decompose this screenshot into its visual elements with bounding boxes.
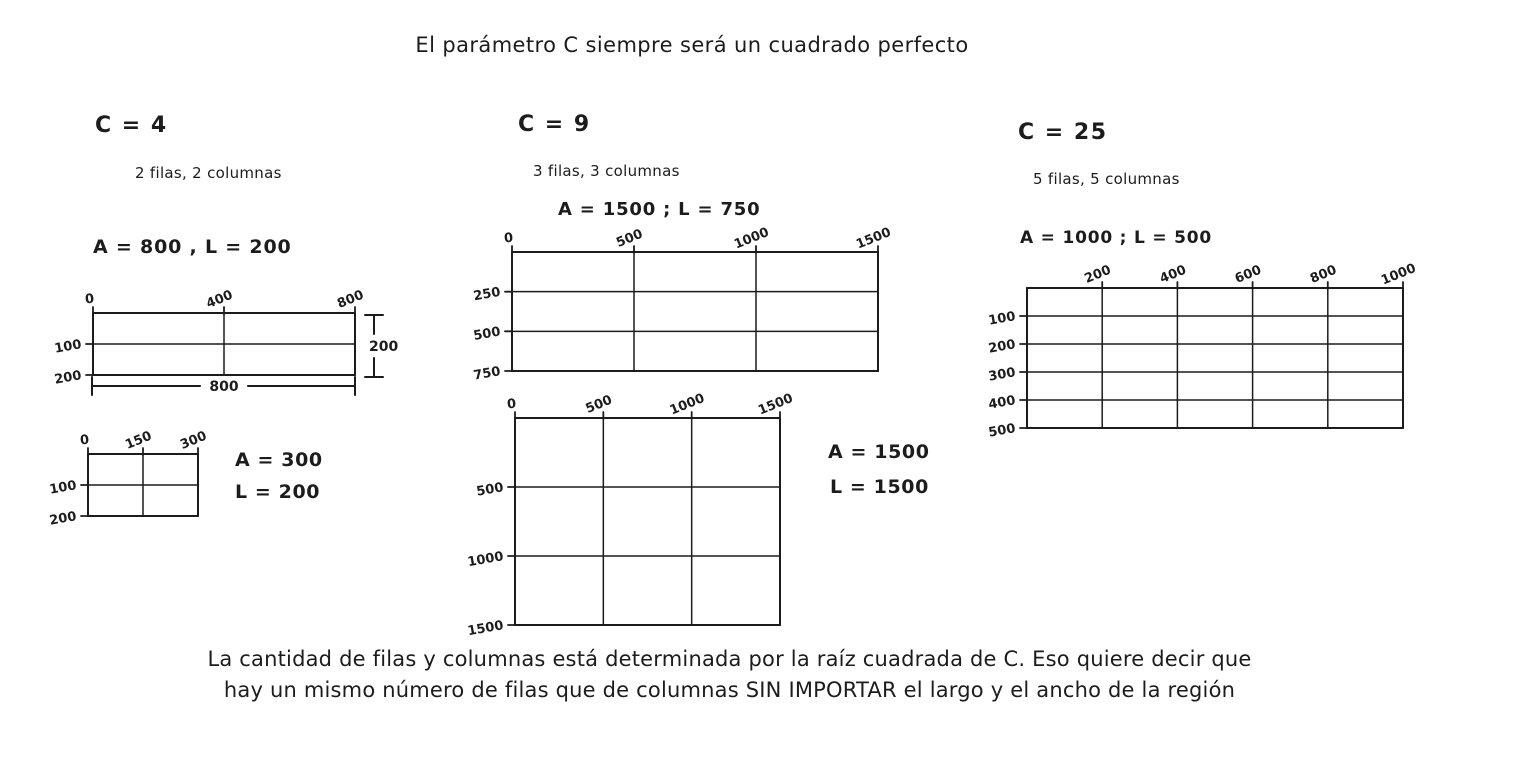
axis-tick-label: 1000	[667, 391, 707, 419]
axis-tick-label: 200	[987, 337, 1017, 357]
axis-tick-label: 200	[1082, 262, 1114, 287]
c25-main-grid	[973, 256, 1433, 441]
axis-tick-label: 150	[123, 428, 155, 453]
section-c9-params: A = 1500 ; L = 750	[558, 199, 761, 220]
axis-tick-label: 300	[178, 428, 210, 453]
axis-tick-label: 1500	[756, 391, 796, 419]
axis-tick-label: 600	[1232, 262, 1264, 287]
c4-main-grid	[55, 286, 377, 386]
axis-tick-label: 800	[335, 287, 367, 312]
axis-tick-label: 500	[583, 392, 615, 417]
axis-tick-label: 1500	[854, 225, 894, 253]
axis-tick-label: 500	[472, 324, 502, 344]
main-title: El parámetro C siempre será un cuadrado perfecto	[415, 33, 969, 57]
section-c4-params: A = 800 , L = 200	[93, 236, 292, 258]
axis-tick-label: 800	[1308, 262, 1339, 287]
c9-square-annotation-length: L = 1500	[830, 476, 929, 498]
axis-tick-label: 400	[204, 287, 236, 312]
section-c9-heading: C = 9	[518, 112, 591, 137]
axis-tick-label: 0	[84, 291, 95, 308]
axis-tick-label: 100	[53, 337, 83, 357]
c9-square-grid	[443, 390, 796, 640]
axis-tick-label: 0	[79, 432, 90, 449]
footer-line-1: La cantidad de filas y columnas está determinada por la raíz cuadrada de C. Eso quiere decir que	[207, 647, 1252, 671]
c4-height-dimension	[357, 311, 399, 381]
footer-line-2: hay un mismo número de filas que de columnas SIN IMPORTAR el largo y el ancho de la región	[223, 678, 1236, 702]
section-c25-params: A = 1000 ; L = 500	[1020, 228, 1212, 248]
section-c25-subheading: 5 filas, 5 columnas	[1033, 170, 1180, 188]
section-c9-subheading: 3 filas, 3 columnas	[533, 162, 680, 180]
axis-tick-label: 0	[506, 396, 517, 413]
axis-tick-label: 200	[48, 509, 78, 529]
section-c4-heading: C = 4	[95, 113, 168, 138]
c4-width-dimension-label: 800	[209, 379, 239, 395]
axis-tick-label: 300	[987, 365, 1017, 385]
axis-tick-label: 500	[475, 480, 505, 500]
axis-tick-label: 100	[987, 309, 1017, 329]
c9-wide-grid	[468, 220, 898, 382]
axis-tick-label: 500	[987, 421, 1017, 441]
c9-square-annotation-area: A = 1500	[828, 441, 930, 463]
c4-small-grid	[50, 424, 220, 528]
section-c4-subheading: 2 filas, 2 columnas	[135, 164, 282, 182]
axis-tick-label: 1000	[466, 549, 505, 571]
axis-tick-label: 400	[987, 393, 1017, 413]
c4-height-dimension-label: 200	[369, 339, 399, 355]
axis-tick-label: 1000	[1379, 261, 1419, 289]
c4-small-annotation-length: L = 200	[235, 481, 321, 503]
axis-tick-label: 750	[472, 364, 502, 384]
axis-tick-label: 1000	[732, 225, 772, 253]
axis-tick-label: 1500	[466, 618, 505, 640]
axis-tick-label: 0	[503, 230, 514, 247]
c4-small-annotation-area: A = 300	[235, 449, 323, 471]
axis-tick-label: 250	[472, 284, 502, 305]
axis-tick-label: 400	[1157, 262, 1189, 287]
axis-tick-label: 500	[614, 226, 646, 251]
section-c25-heading: C = 25	[1018, 120, 1108, 145]
c4-width-dimension	[88, 374, 360, 400]
axis-tick-label: 200	[53, 368, 83, 388]
axis-tick-label: 100	[48, 478, 78, 498]
footer-note	[0, 644, 1459, 706]
